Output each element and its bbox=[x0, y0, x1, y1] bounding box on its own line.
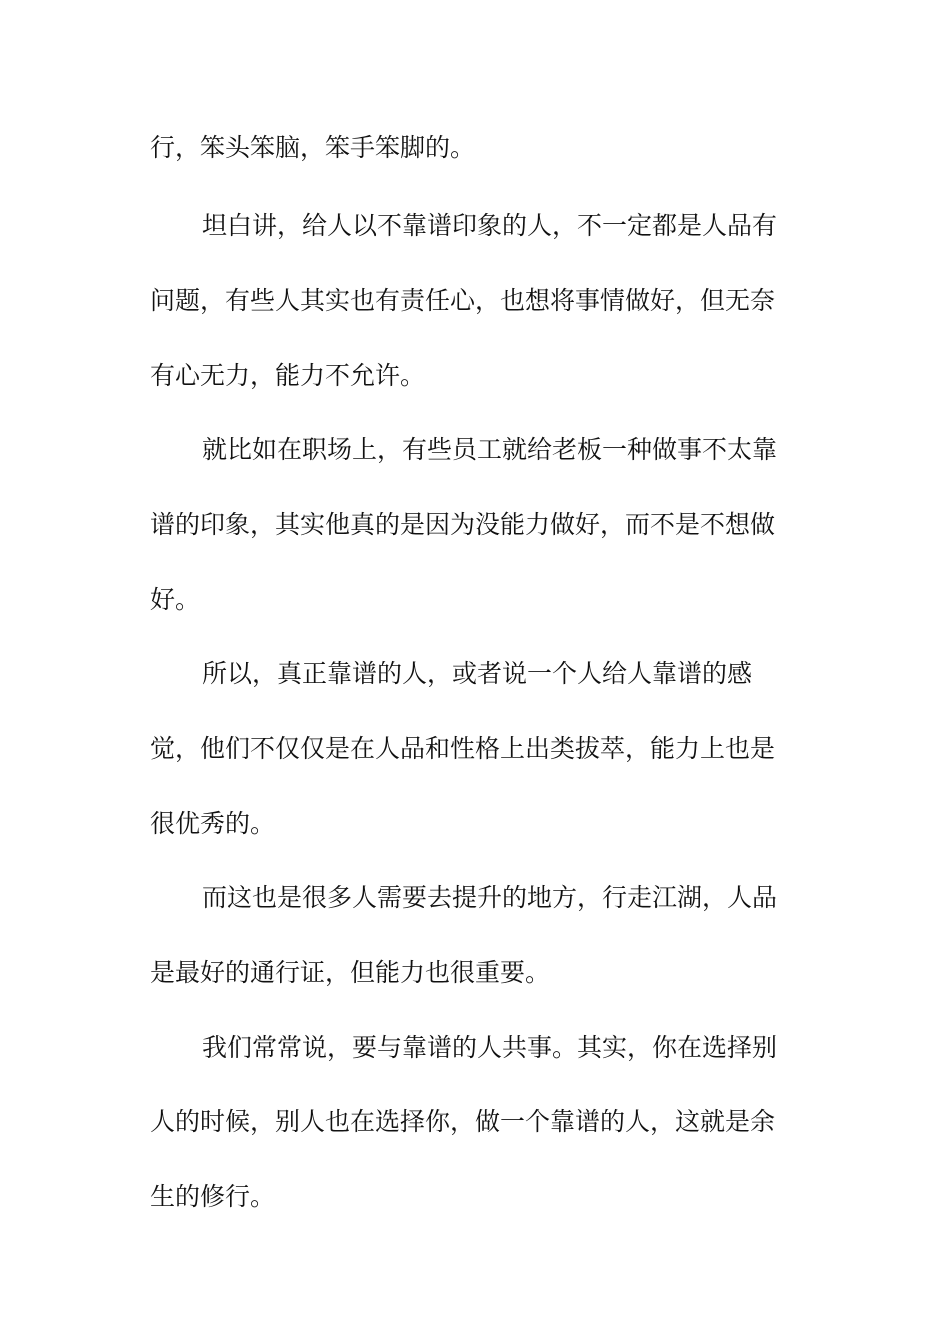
paragraph-first-line: 而这也是很多人需要去提升的地方，行走江湖，人品 bbox=[202, 883, 778, 912]
text-line: 谱的印象，其实他真的是因为没能力做好，而不是不想做 bbox=[150, 510, 776, 539]
text-line: 很优秀的。 bbox=[150, 809, 276, 838]
paragraph-first-line: 坦白讲，给人以不靠谱印象的人，不一定都是人品有 bbox=[202, 211, 778, 240]
paragraph-first-line: 我们常常说，要与靠谱的人共事。其实，你在选择别 bbox=[202, 1033, 778, 1062]
paragraph-first-line: 所以，真正靠谱的人，或者说一个人给人靠谱的感 bbox=[202, 659, 753, 688]
text-line: 是最好的通行证，但能力也很重要。 bbox=[150, 958, 551, 987]
text-line: 有心无力，能力不允许。 bbox=[150, 361, 426, 390]
text-line: 觉，他们不仅仅是在人品和性格上出类拔萃，能力上也是 bbox=[150, 734, 776, 763]
text-line: 行，笨头笨脑，笨手笨脚的。 bbox=[150, 133, 476, 162]
text-line: 人的时候，别人也在选择你，做一个靠谱的人，这就是余 bbox=[150, 1107, 776, 1136]
text-line: 问题，有些人其实也有责任心，也想将事情做好，但无奈 bbox=[150, 286, 776, 315]
paragraph-first-line: 就比如在职场上，有些员工就给老板一种做事不太靠 bbox=[202, 435, 778, 464]
text-line: 好。 bbox=[150, 585, 201, 614]
text-line: 生的修行。 bbox=[150, 1182, 276, 1211]
